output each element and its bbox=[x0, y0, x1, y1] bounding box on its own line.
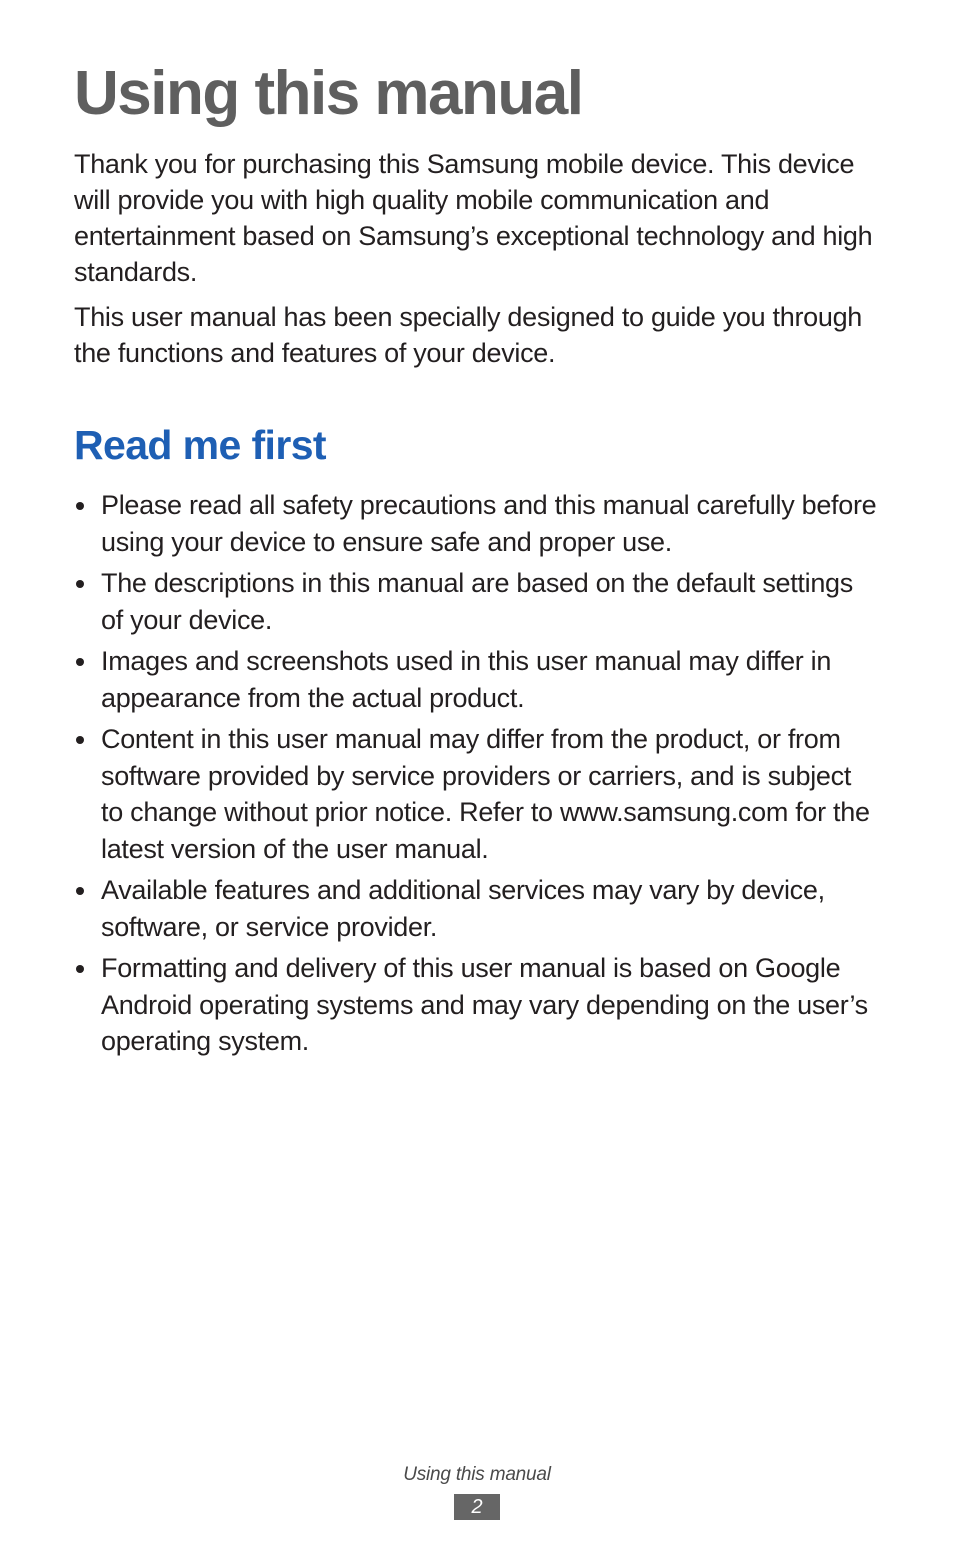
list-item-text: Available features and additional services may vary by device, software, or service provider. bbox=[101, 875, 825, 942]
bullet-icon bbox=[76, 502, 84, 510]
list-item-text: Formatting and delivery of this user manual is based on Google Android operating systems and may vary depending on the user’s operating system. bbox=[101, 953, 868, 1056]
bullet-icon bbox=[76, 965, 84, 973]
list-item bbox=[74, 721, 879, 867]
bullet-icon bbox=[76, 736, 84, 744]
list-item bbox=[74, 950, 879, 1060]
bullet-list bbox=[74, 487, 879, 1065]
list-item-text: Images and screenshots used in this user manual may differ in appearance from the actual product. bbox=[101, 646, 832, 713]
bullet-icon bbox=[76, 887, 84, 895]
section-title: Read me first bbox=[74, 422, 326, 468]
intro-text bbox=[74, 146, 874, 380]
bullet-icon bbox=[76, 580, 84, 588]
footer-section-label: Using this manual bbox=[403, 1464, 551, 1485]
list-item-text: The descriptions in this manual are based on the default settings of your device. bbox=[101, 568, 853, 635]
page-number-badge: 2 bbox=[454, 1494, 500, 1520]
intro-paragraph: Thank you for purchasing this Samsung mobile device. This device will provide you with high quality mobile communication and entertainment based on Samsung’s exceptional technology and high standards. bbox=[74, 149, 873, 287]
list-item bbox=[74, 872, 879, 945]
list-item-text: Content in this user manual may differ from the product, or from software provided by service providers or carriers, and is subject to change without prior notice. Refer to www.samsung.com for the latest version of the user manual. bbox=[101, 724, 870, 864]
page-title: Using this manual bbox=[74, 59, 583, 128]
intro-paragraph: This user manual has been specially designed to guide you through the functions and features of your device. bbox=[74, 302, 863, 368]
list-item-text: Please read all safety precautions and this manual carefully before using your device to ensure safe and proper use. bbox=[101, 490, 877, 557]
list-item bbox=[74, 565, 879, 638]
bullet-icon bbox=[76, 658, 84, 666]
list-item bbox=[74, 643, 879, 716]
list-item bbox=[74, 487, 879, 560]
